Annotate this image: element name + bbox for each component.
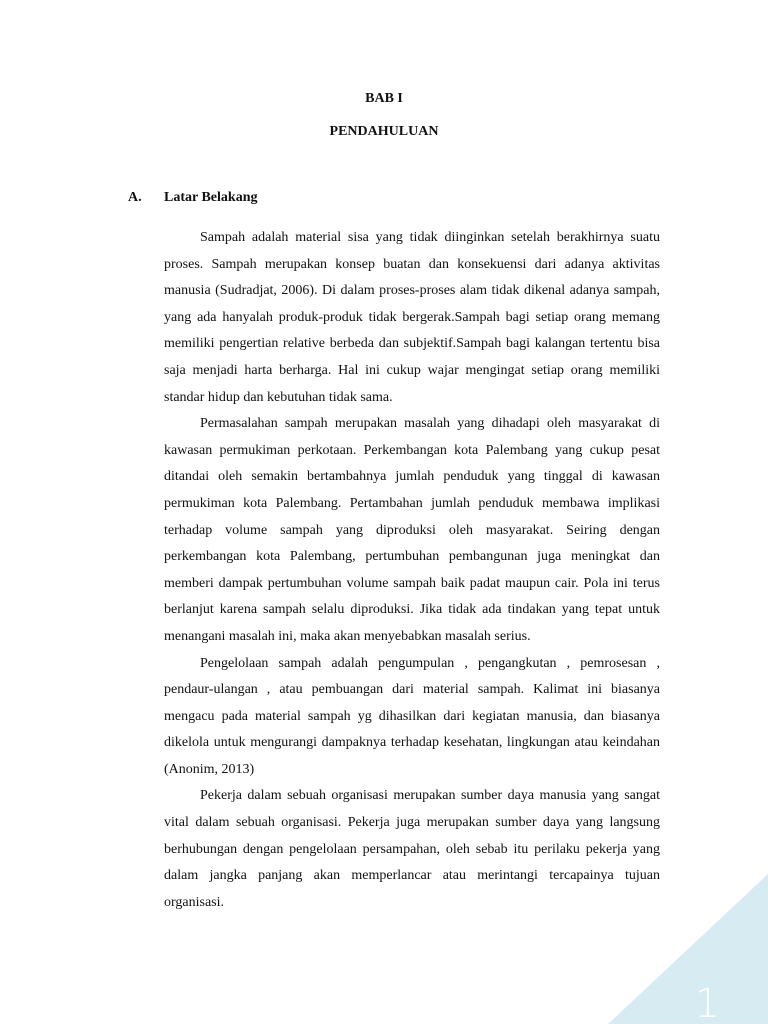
section-heading xyxy=(128,189,257,207)
page-number: 1 xyxy=(694,981,720,1027)
body-text xyxy=(164,225,660,916)
section-number: A. xyxy=(128,190,142,205)
paragraph: Sampah adalah material sisa yang tidak diinginkan setelah berakhirnya suatu proses. Sampah merupakan konsep buatan dan konsekuensi dari adanya aktivitas manusia (Sudradjat, 2006). Di dalam proses-proses alam tidak dikenal adanya sampah, yang ada hanyalah produk-produk tidak bergerak.Sampah bagi setiap orang memang memiliki pengertian relative berbeda dan subjektif.Sampah bagi kalangan tertentu bisa saja menjadi harta berharga. Hal ini cukup wajar mengingat setiap orang memiliki standar hidup dan kebutuhan tidak sama. xyxy=(164,230,660,405)
page-corner-decoration xyxy=(608,874,768,1027)
chapter-title: PENDAHULUAN xyxy=(329,124,439,139)
paragraph: Permasalahan sampah merupakan masalah yang dihadapi oleh masyarakat di kawasan permukiman perkotaan. Perkembangan kota Palembang yang cukup pesat ditandai oleh semakin bertambahnya jumlah penduduk yang tinggal di kawasan permukiman kota Palembang. Pertambahan jumlah penduduk membawa implikasi terhadap volume sampah yang diproduksi oleh masyarakat. Seiring dengan perkembangan kota Palembang, pertumbuhan pembangunan juga meningkat dan memberi dampak pertumbuhan volume sampah baik padat maupun cair. Pola ini terus berlanjut karena sampah selalu diproduksi. Jika tidak ada tindakan yang tepat untuk menangani masalah ini, maka akan menyebabkan masalah serius. xyxy=(164,416,660,644)
paragraph: Pengelolaan sampah adalah pengumpulan , pengangkutan , pemrosesan , pendaur-ulangan , atau pembuangan dari material sampah. Kalimat ini biasanya mengacu pada material sampah yg dihasilkan dari kegiatan manusia, dan biasanya dikelola untuk mengurangi dampaknya terhadap kesehatan, lingkungan atau keindahan (Anonim, 2013) xyxy=(164,655,660,777)
section-title: Latar Belakang xyxy=(164,190,258,205)
corner-triangle xyxy=(608,874,768,1027)
chapter-heading: BAB I xyxy=(365,91,403,106)
paragraph: Pekerja dalam sebuah organisasi merupakan sumber daya manusia yang sangat vital dalam sebuah organisasi. Pekerja juga merupakan sumber daya yang langsung berhubungan dengan pengelolaan persampahan, oleh sebab itu perilaku pekerja yang dalam jangka panjang akan memperlancar atau merintangi tercapainya tujuan organisasi. xyxy=(164,788,660,910)
